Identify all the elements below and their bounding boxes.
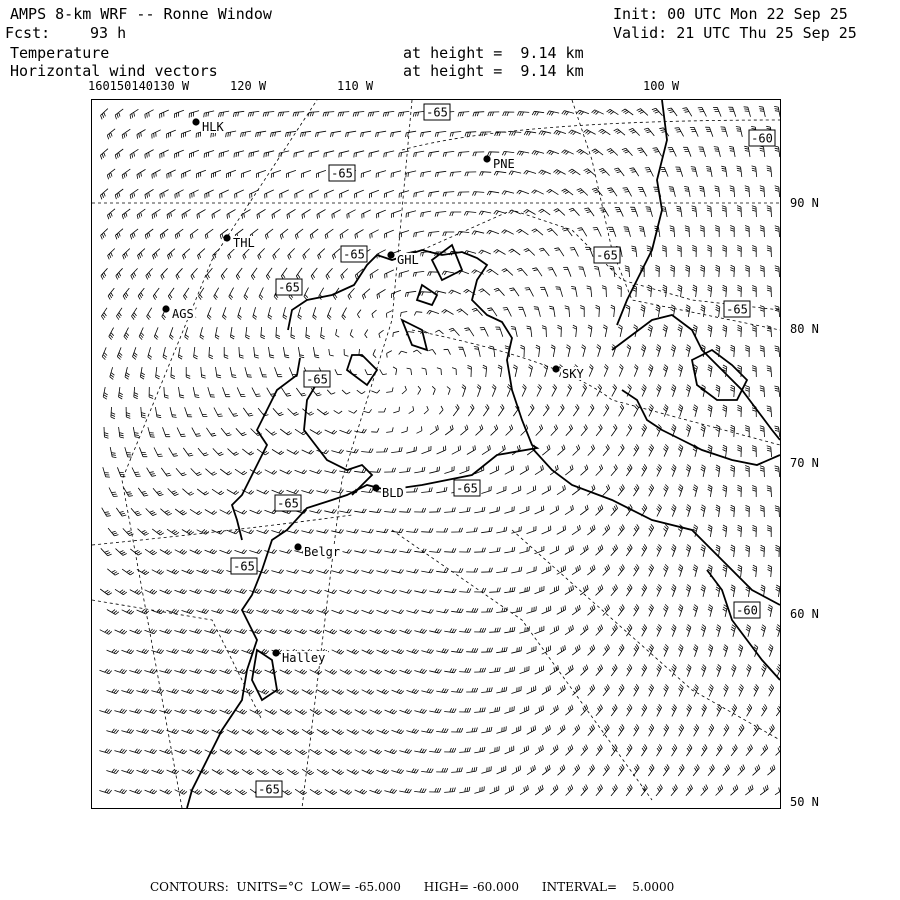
station-marker-belgr bbox=[294, 543, 301, 550]
contour-label-5: -65 bbox=[278, 280, 300, 295]
lon-label-160-130: 160150140130 W bbox=[88, 79, 190, 93]
lat-label-70: 70 N bbox=[790, 456, 819, 470]
lon-label-110: 110 W bbox=[337, 79, 374, 93]
station-label-bld: BLD bbox=[382, 486, 404, 500]
contour-label-12: -65 bbox=[258, 782, 280, 797]
contour-label-1: -60 bbox=[751, 131, 773, 146]
wind-barbs bbox=[99, 106, 780, 796]
contour-label-7: -65 bbox=[306, 372, 328, 387]
map-canvas bbox=[92, 100, 780, 808]
lon-label-100: 100 W bbox=[643, 79, 680, 93]
lon-label-120: 120 W bbox=[230, 79, 267, 93]
station-marker-ags bbox=[162, 305, 169, 312]
lat-label-60: 60 N bbox=[790, 607, 819, 621]
contour-label-2: -65 bbox=[331, 166, 353, 181]
contour-label-0: -65 bbox=[426, 105, 448, 120]
station-marker-halley bbox=[272, 649, 279, 656]
wind-vectors bbox=[99, 106, 780, 796]
lat-label-80: 80 N bbox=[790, 322, 819, 336]
station-label-thl: THL bbox=[233, 236, 255, 250]
contour-label-11: -60 bbox=[736, 603, 758, 618]
contours-footer: CONTOURS: UNITS=°C LOW= -65.000 HIGH= -60.000 INTERVAL= 5.0000 bbox=[150, 880, 675, 894]
init-time: Init: 00 UTC Mon 22 Sep 25 bbox=[613, 5, 848, 23]
map-panel bbox=[91, 99, 781, 809]
height-wind: at height = 9.14 km bbox=[403, 62, 584, 80]
contour-label-8: -65 bbox=[456, 481, 478, 496]
station-label-halley: Halley bbox=[282, 651, 326, 665]
contour-label-4: -65 bbox=[596, 248, 618, 263]
contour-label-6: -65 bbox=[726, 302, 748, 317]
station-label-pne: PNE bbox=[493, 157, 515, 171]
station-marker-hlk bbox=[192, 118, 199, 125]
field-temperature: Temperature bbox=[10, 44, 110, 62]
station-marker-pne bbox=[483, 155, 490, 162]
map-title: AMPS 8-km WRF -- Ronne Window bbox=[10, 5, 272, 23]
station-label-sky: SKY bbox=[562, 367, 584, 381]
valid-time: Valid: 21 UTC Thu 25 Sep 25 bbox=[613, 24, 857, 42]
lat-label-90: 90 N bbox=[790, 196, 819, 210]
station-marker-bld bbox=[372, 484, 379, 491]
contour-label-3: -65 bbox=[343, 247, 365, 262]
station-marker-thl bbox=[223, 234, 230, 241]
station-label-ghl: GHL bbox=[397, 253, 419, 267]
station-label-belgr: Belgr bbox=[304, 545, 341, 559]
contour-label-9: -65 bbox=[277, 496, 299, 511]
forecast-hour: 93 h bbox=[90, 24, 127, 42]
station-label-hlk: HLK bbox=[202, 120, 224, 134]
station-label-ags: AGS bbox=[172, 307, 194, 321]
field-wind: Horizontal wind vectors bbox=[10, 62, 218, 80]
station-marker-ghl bbox=[387, 251, 394, 258]
station-marker-sky bbox=[552, 365, 559, 372]
contour-label-10: -65 bbox=[233, 559, 255, 574]
height-temperature: at height = 9.14 km bbox=[403, 44, 584, 62]
lat-label-50: 50 N bbox=[790, 795, 819, 809]
forecast-label: Fcst: bbox=[5, 24, 51, 42]
